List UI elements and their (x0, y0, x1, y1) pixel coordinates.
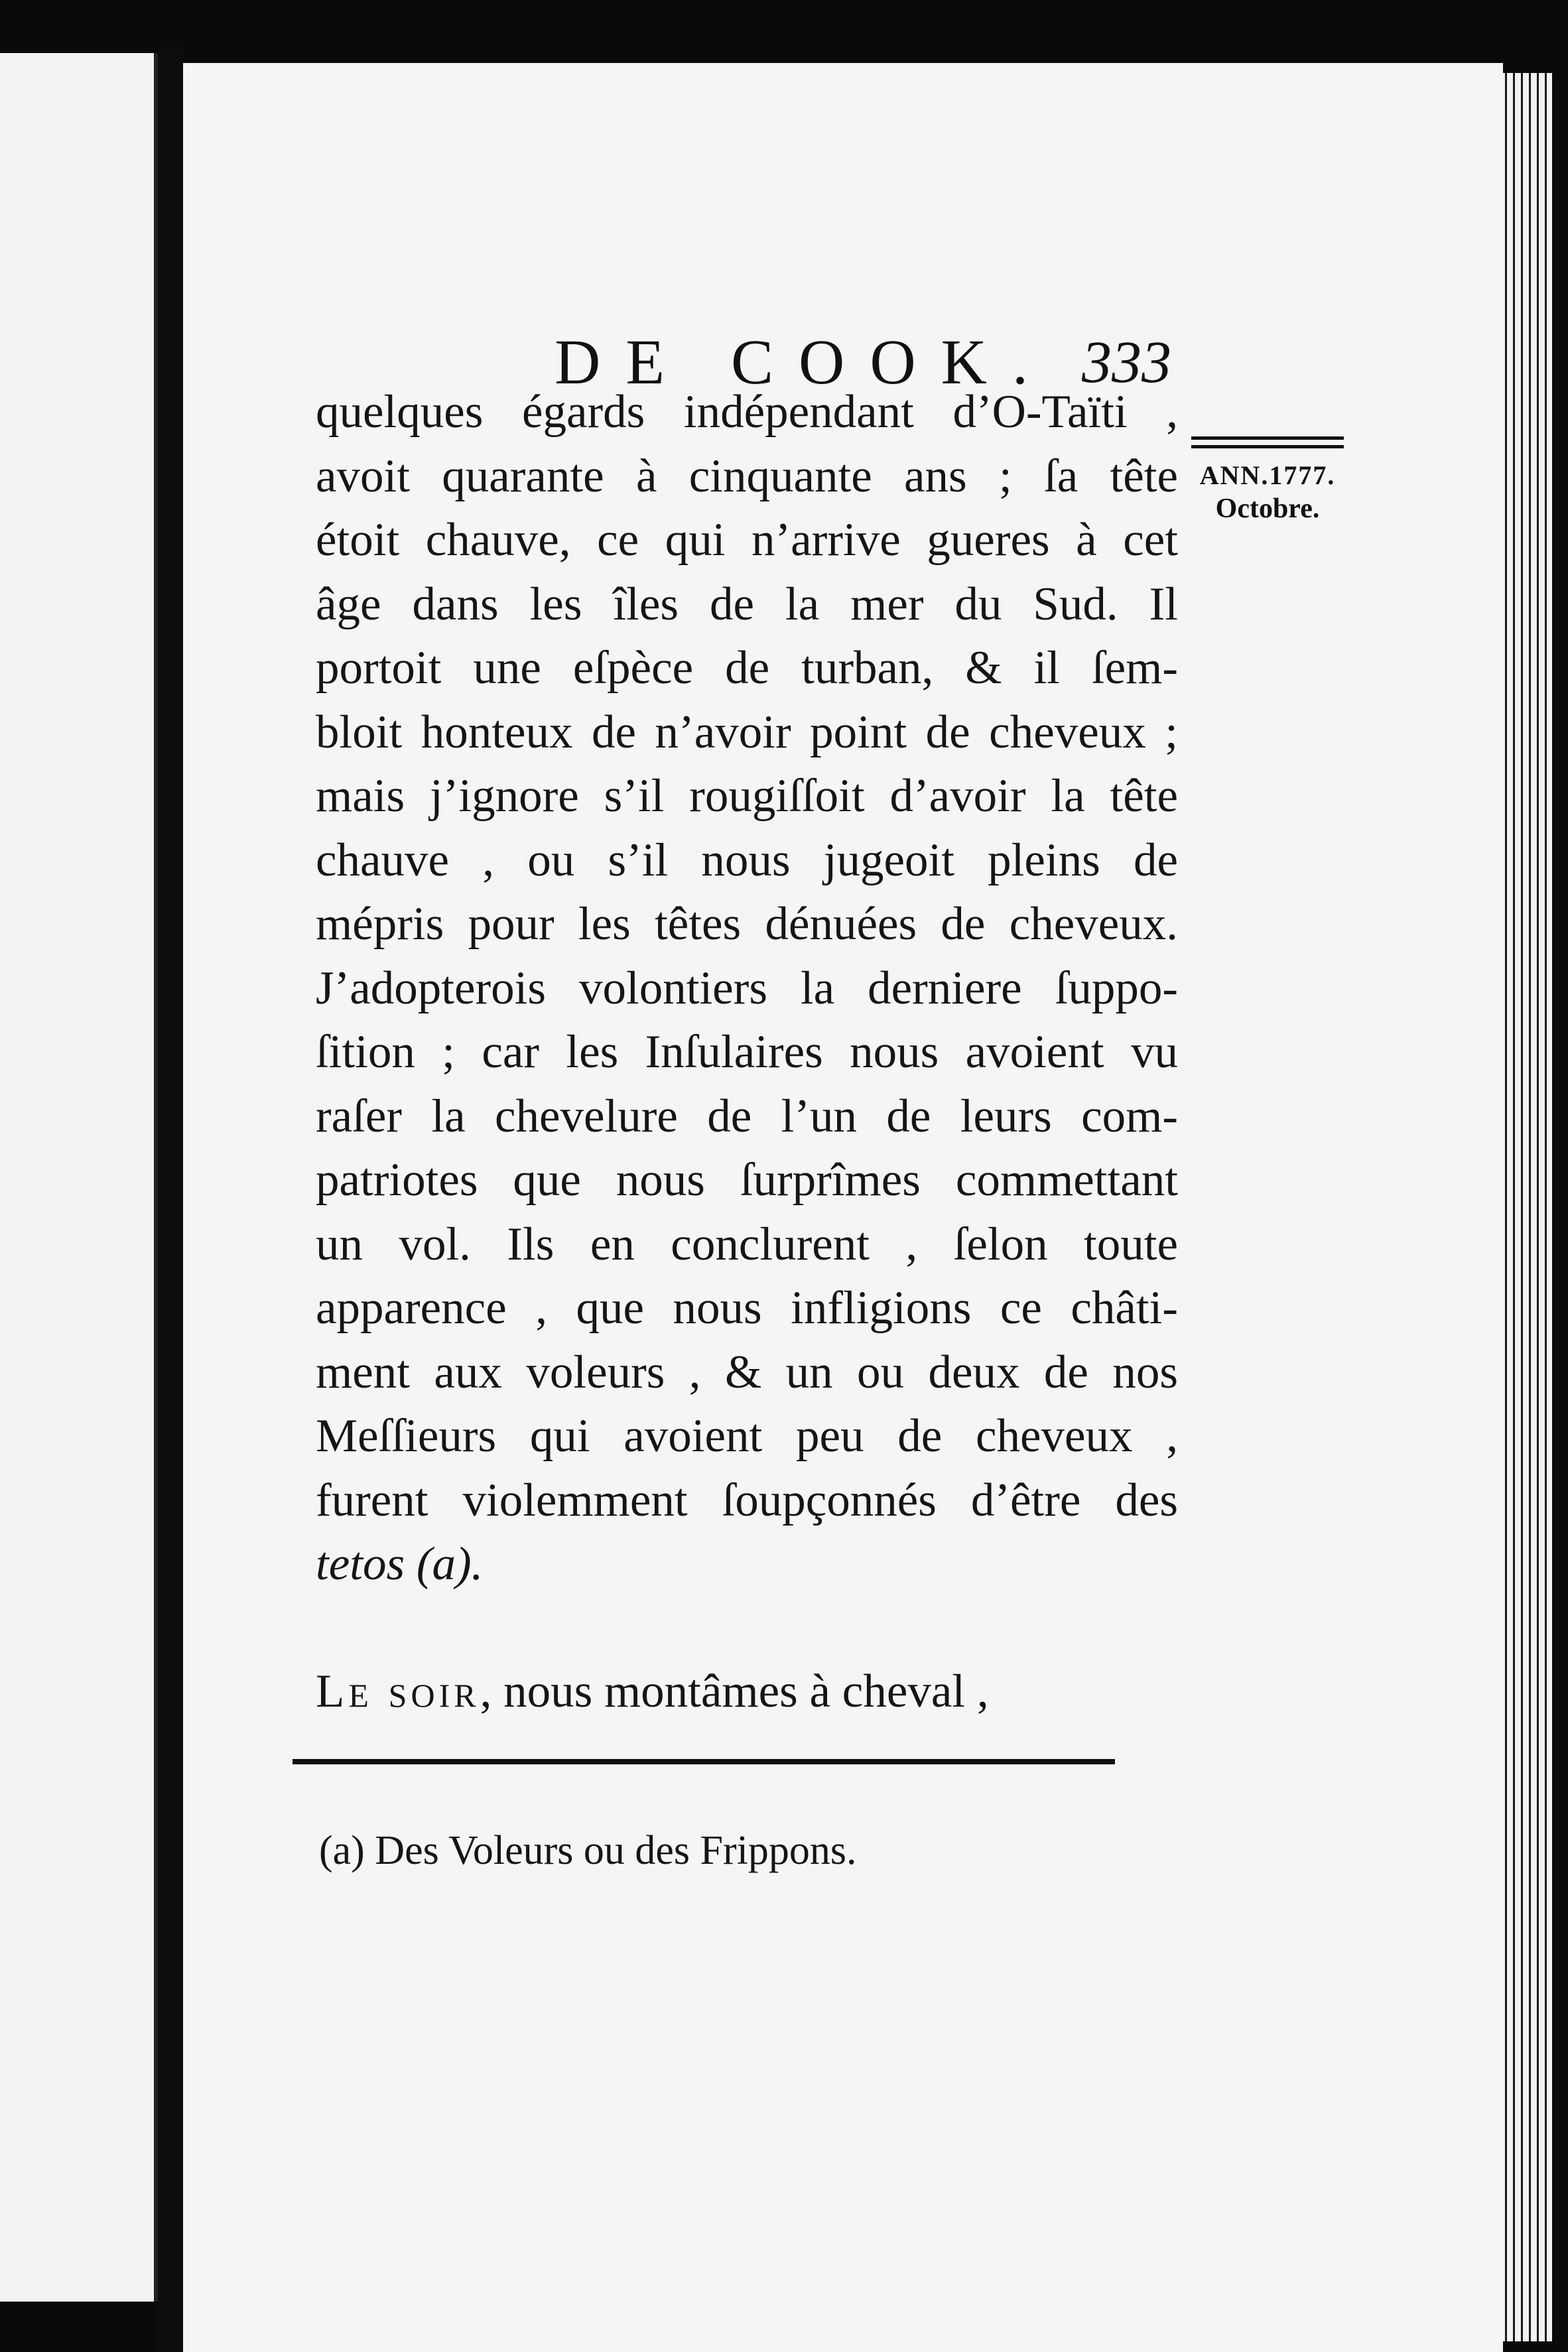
text-line: chauve , ou s’il nous jugeoit pleins de (316, 834, 1178, 886)
paragraph-continuation: , nous montâmes à cheval , (480, 1665, 989, 1717)
text-line: ment aux voleurs , & un ou deux de nos (316, 1346, 1178, 1398)
footnote-rule (293, 1759, 1115, 1764)
text-line: portoit une eſpèce de turban, & il ſem- (316, 642, 1178, 694)
book-gutter (158, 46, 183, 2352)
paragraph-lead-words: Le soir (316, 1665, 480, 1717)
text-line: tetos (a). (316, 1538, 484, 1590)
text-line: bloit honteux de n’avoir point de cheveux ; (316, 706, 1178, 758)
text-line: apparence , que nous infligions ce châti- (316, 1282, 1178, 1334)
page-number: 333 (1082, 330, 1171, 395)
text-line: un vol. Ils en conclurent , ſelon toute (316, 1218, 1178, 1270)
text-line: raſer la chevelure de l’un de leurs com- (316, 1090, 1178, 1142)
facing-page (0, 53, 158, 2302)
text-line: patriotes que nous ſurprîmes commettant (316, 1154, 1178, 1206)
paragraph-opening (316, 1660, 1178, 1724)
body-text (316, 380, 1178, 1723)
text-line: Meſſieurs qui avoient peu de cheveux , (316, 1410, 1178, 1462)
text-line: mépris pour les têtes dénuées de cheveux. (316, 898, 1178, 950)
text-line: étoit chauve, ce qui n’arrive gueres à cet (316, 514, 1178, 566)
margin-note-year: ANN.1777. (1199, 460, 1336, 490)
text-line: quelques égards indépendant d’O-Taïti , (316, 386, 1178, 438)
footnote: (a) Des Voleurs ou des Frippons. (319, 1828, 857, 1873)
running-head-title: DE COOK. (555, 326, 1053, 397)
book-page (183, 63, 1503, 2352)
margin-note-month: Octobre. (1215, 493, 1320, 524)
text-line: avoit quarante à cinquante ans ; ſa tête (316, 450, 1178, 502)
text-line: J’adopterois volontiers la derniere ſuppo- (316, 962, 1178, 1014)
margin-note-rule (1191, 436, 1344, 448)
margin-note (1191, 436, 1344, 525)
text-line: ſition ; car les Inſulaires nous avoient vu (316, 1026, 1178, 1078)
text-line: mais j’ignore s’il rougiſſoit d’avoir la tête (316, 770, 1178, 822)
text-line: âge dans les îles de la mer du Sud. Il (316, 578, 1178, 630)
text-line: furent violemment ſoupçonnés d’être des (316, 1474, 1178, 1526)
